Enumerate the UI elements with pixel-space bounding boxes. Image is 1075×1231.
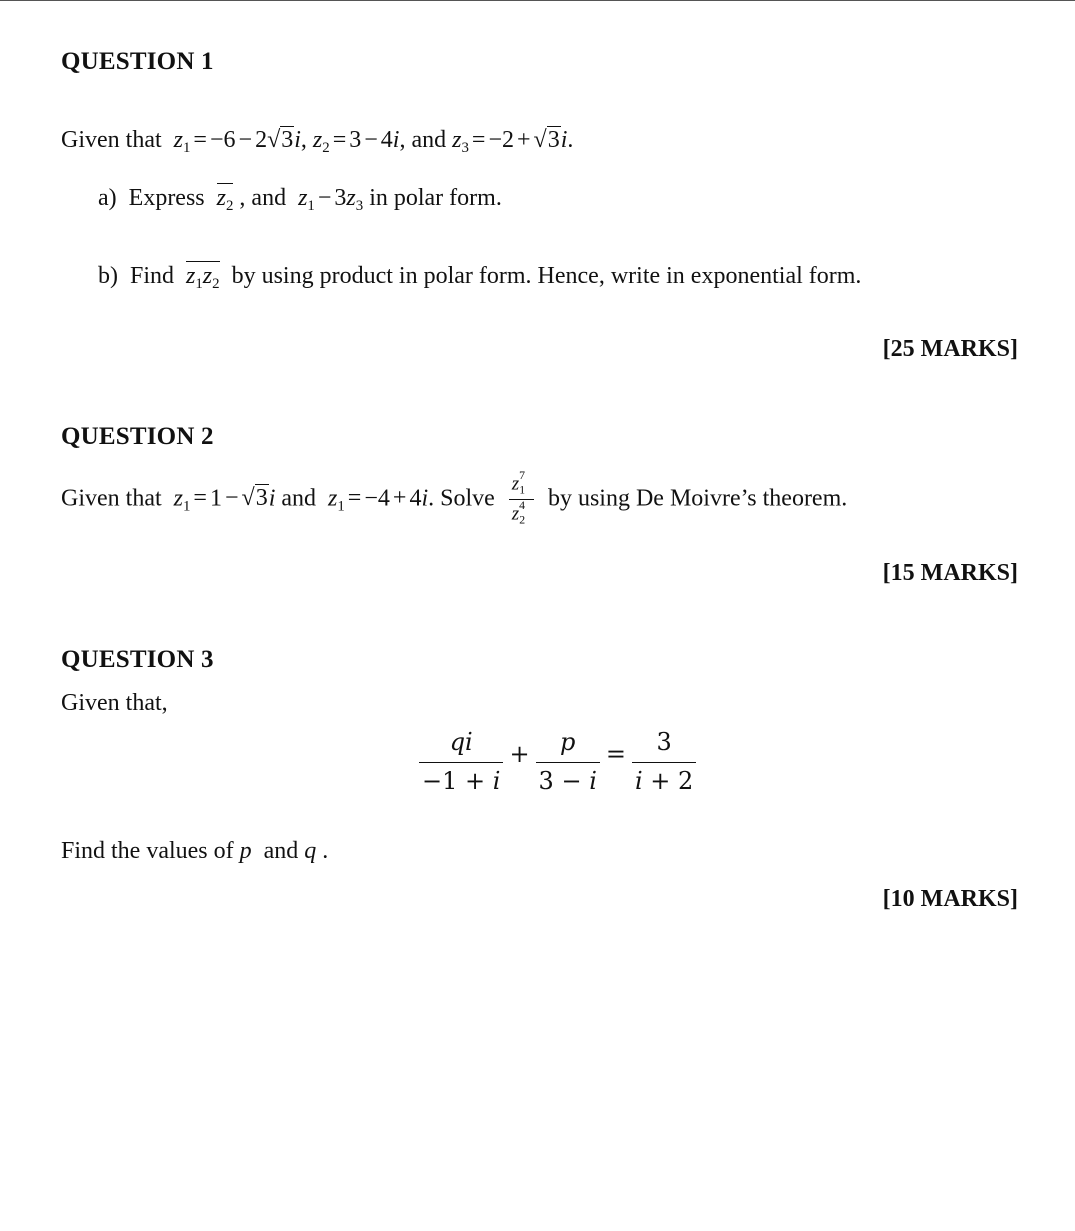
part-a-label: a): [98, 185, 117, 211]
z1-definition: $z_1 = -6 - 2√3i$: [173, 127, 301, 157]
question-3-heading: QUESTION 3: [61, 646, 214, 673]
question-2-marks: [15 MARKS]: [882, 560, 1018, 586]
question-1-intro: Given that: [61, 127, 162, 153]
question-1-given: Given that $z_1 = -6 - 2√3i$, $z_2 = 3 - 4i$, and $z_3 = -2 + √3i$.: [61, 127, 574, 157]
question-1-heading: QUESTION 1: [61, 48, 214, 75]
question-1-part-b: b) Find $z_1z_2$ by using product in polar form. Hence, write in exponential form.: [98, 263, 862, 293]
z2-definition: $z_2 = 3 - 4i$: [312, 127, 400, 157]
question-2-heading: QUESTION 2: [61, 423, 214, 450]
question-3-equation: $\frac{qi}{-1 + i}$ + $\frac{p}{3 - i}$ = $\frac{3}{i + 2}$: [415, 728, 700, 795]
part-b-label: b): [98, 263, 118, 289]
question-3-marks: [10 MARKS]: [882, 886, 1018, 912]
question-1-marks: [25 MARKS]: [882, 336, 1018, 362]
question-3-intro: Given that,: [61, 690, 168, 716]
z3-definition: $z_3 = -2 + √3i$: [452, 127, 568, 157]
top-border: [0, 0, 1075, 1]
question-3-find: Find the values of p and q .: [61, 838, 329, 864]
question-2-text: Given that $z_1 = 1 - √3i$ and $z_1 = -4 + 4i$. Solve $\frac{z_1^7}{z_2^4}$ by using De Moivre’s theorem.: [61, 469, 848, 527]
question-1-part-a: a) Express $z_2$ , and $z_1 - 3z_3$ in polar form.: [98, 185, 502, 215]
z1-pow7-over-z2-pow4: $\frac{z_1^7}{z_2^4}$: [509, 472, 534, 528]
